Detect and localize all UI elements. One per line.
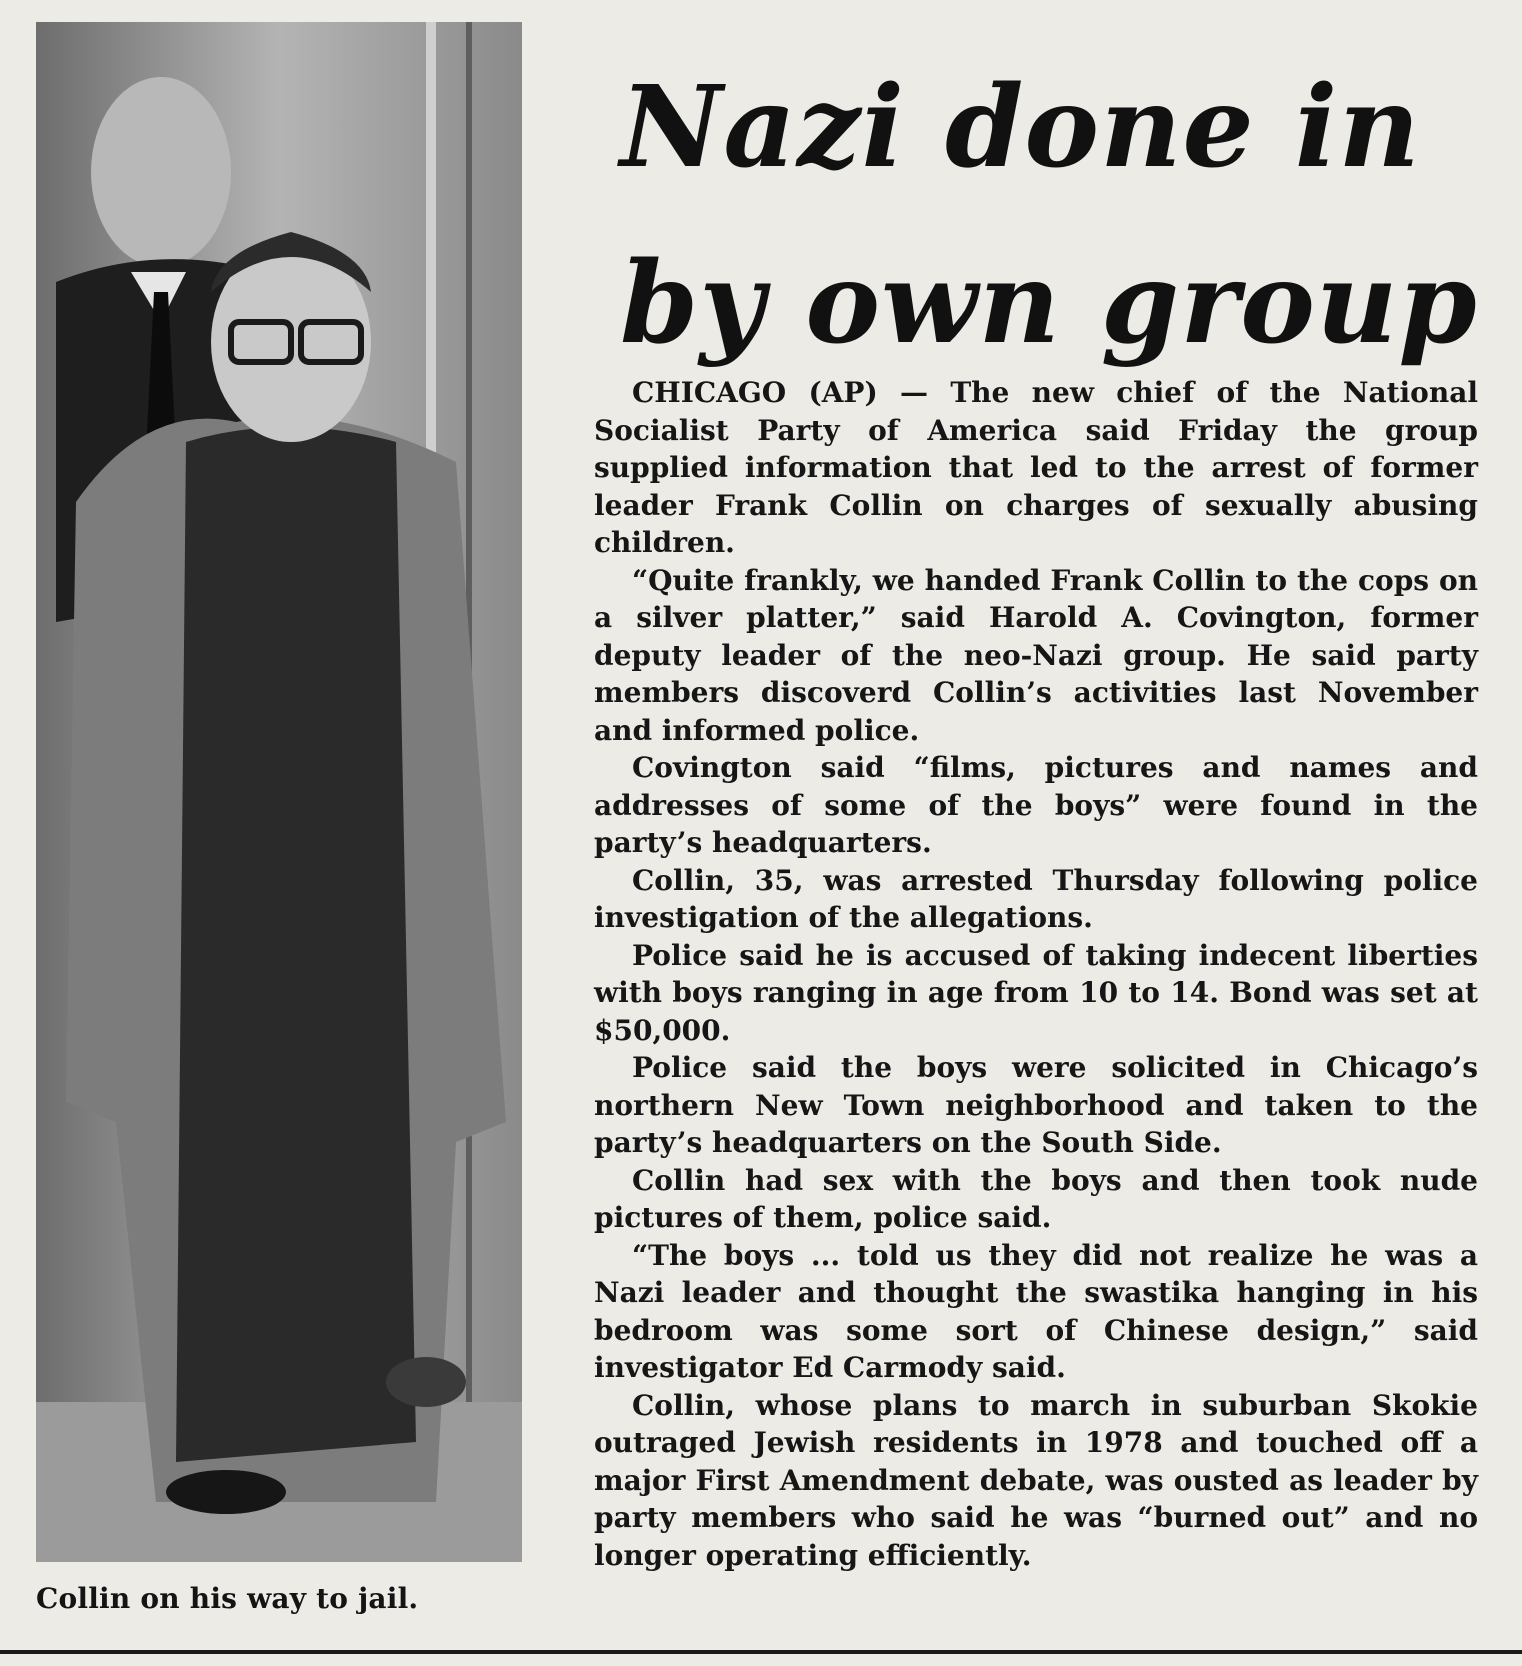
article-paragraph: Covington said “films, pictures and names and addresses of some of the boys” were found in the party’s headquarters.: [594, 751, 1478, 859]
article-paragraph: Police said he is accused of taking indecent liberties with boys ranging in age from 10 to 14. Bond was set at $50,000.: [594, 938, 1478, 1047]
headline-line-1: Nazi done in: [620, 62, 1421, 193]
article-paragraph: “Quite frankly, we handed Frank Collin to the cops on a silver platter,” said Harold A. Covington, former deputy leader of the neo-Nazi group. He said party members discoverd Collin’s activities last November and informed police.: [594, 563, 1478, 747]
article-paragraph: Collin, whose plans to march in suburban Skokie outraged Jewish residents in 1978 and touched off a major First Amendment debate, was ousted as leader by party members who said he was “burned out” and no longer operating efficiently.: [594, 1388, 1478, 1572]
article-paragraph: Collin, 35, was arrested Thursday following police investigation of the allegations.: [594, 863, 1478, 934]
article-paragraph: “The boys ... told us they did not realize he was a Nazi leader and thought the swastika hanging in his bedroom was some sort of Chinese design,” said investigator Ed Carmody said.: [594, 1238, 1478, 1384]
bottom-rule: [0, 1650, 1522, 1654]
headline: [620, 40, 1500, 392]
article-body: [594, 374, 1478, 1574]
article-paragraph: Collin had sex with the boys and then took nude pictures of them, police said.: [594, 1163, 1478, 1234]
headline-line-2: by own group: [620, 238, 1478, 369]
photo-illustration: [36, 22, 522, 1562]
photo-caption: Collin on his way to jail.: [36, 1582, 419, 1615]
news-photo: [36, 22, 522, 1562]
article-paragraph: CHICAGO (AP) — The new chief of the National Socialist Party of America said Friday the group supplied information that led to the arrest of former leader Frank Collin on charges of sexually abusing children.: [594, 376, 1478, 559]
photo-block: [36, 22, 522, 1615]
article-paragraph: Police said the boys were solicited in Chicago’s northern New Town neighborhood and taken to the party’s headquarters on the South Side.: [594, 1051, 1478, 1159]
